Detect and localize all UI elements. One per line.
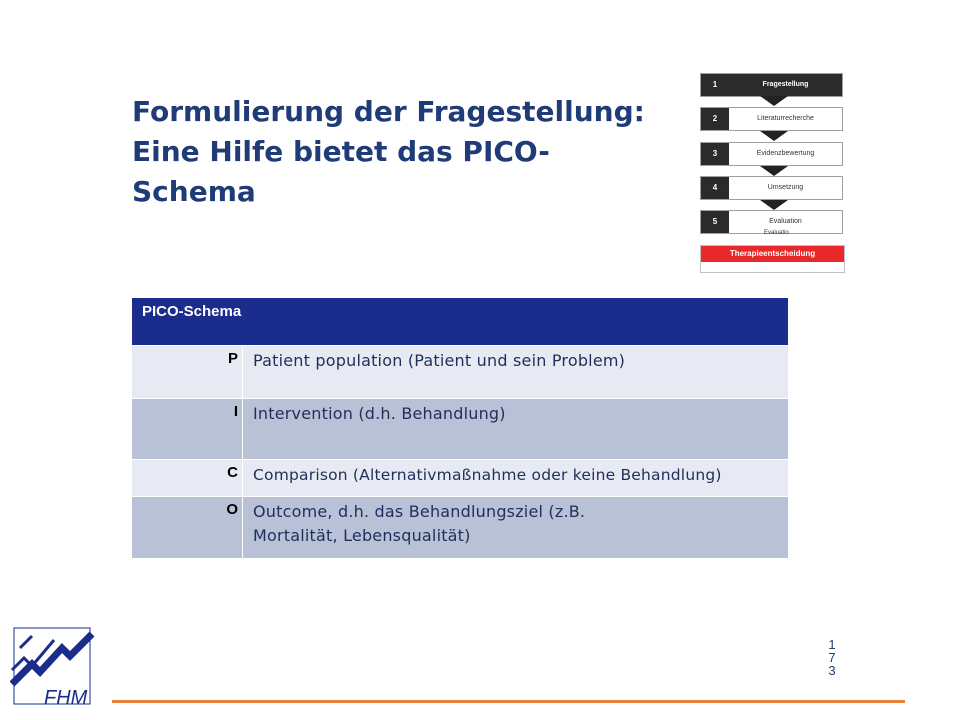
- row-value-text: Patient population (Patient und sein Problem): [253, 351, 626, 370]
- row-value: [243, 399, 788, 459]
- row-value: [243, 346, 788, 398]
- down-arrow-icon: [760, 96, 788, 106]
- down-arrow-icon: [760, 131, 788, 141]
- row-value-text: Comparison (Alternativmaßnahme oder keine Behandlung): [253, 466, 722, 484]
- table-row-i: [132, 399, 788, 459]
- logo-text: FHM: [44, 687, 88, 709]
- page-digit: 3: [828, 663, 836, 678]
- down-arrow-icon: [760, 166, 788, 176]
- step-label: Evaluation: [769, 218, 802, 225]
- step-number: 1: [701, 74, 729, 96]
- row-value-text: Intervention (d.h. Behandlung): [253, 404, 506, 423]
- table-header-label: PICO-Schema: [142, 303, 242, 320]
- process-step-3: [700, 142, 843, 166]
- row-key-text: C: [227, 464, 238, 481]
- footer-accent-line: [112, 700, 905, 703]
- step-number: 5: [701, 211, 729, 233]
- slide-title: [132, 92, 672, 212]
- row-key-text: O: [226, 501, 238, 518]
- row-key: [132, 399, 242, 459]
- row-value-line-2: Mortalität, Lebensqualität): [253, 526, 471, 545]
- fhm-logo: [10, 626, 98, 712]
- row-key-text: I: [233, 403, 238, 420]
- down-arrow-icon: [760, 200, 788, 210]
- page-digit: 7: [828, 650, 836, 665]
- row-value-text: [253, 500, 585, 548]
- process-diagram: [700, 73, 843, 273]
- therapy-decision-box: [700, 245, 845, 273]
- process-step-4: [700, 176, 843, 200]
- table-row-c: [132, 460, 788, 496]
- step-number: 4: [701, 177, 729, 199]
- row-key: [132, 346, 242, 398]
- process-step-1: [700, 73, 843, 97]
- page-digit: 1: [828, 637, 836, 652]
- process-step-2: [700, 107, 843, 131]
- step-label: Umsetzung: [767, 184, 804, 191]
- table-row-o: [132, 497, 788, 558]
- step-5-note: Evaluatio: [764, 230, 789, 236]
- row-key: [132, 497, 242, 558]
- table-row-p: [132, 346, 788, 398]
- step-label: Fragestellung: [762, 81, 809, 88]
- row-key-text: P: [227, 350, 238, 367]
- row-value: [243, 497, 788, 558]
- table-header: [132, 298, 788, 345]
- step-label: Literaturrecherche: [757, 115, 814, 122]
- step-number: 2: [701, 108, 729, 130]
- title-line-3: Schema: [132, 175, 256, 208]
- therapy-decision-label: Therapieentscheidung: [701, 246, 844, 262]
- title-line-1: Formulierung der Fragestellung:: [132, 95, 645, 128]
- row-value: [243, 460, 788, 496]
- step-label: Evidenzbewertung: [756, 150, 815, 157]
- page-number: [826, 638, 838, 677]
- row-value-line-1: Outcome, d.h. das Behandlungsziel (z.B.: [253, 502, 586, 521]
- row-key: [132, 460, 242, 496]
- step-number: 3: [701, 143, 729, 165]
- fhm-logo-icon: [10, 626, 98, 712]
- pico-table: [132, 298, 788, 558]
- title-line-2: Eine Hilfe bietet das PICO-: [132, 135, 550, 168]
